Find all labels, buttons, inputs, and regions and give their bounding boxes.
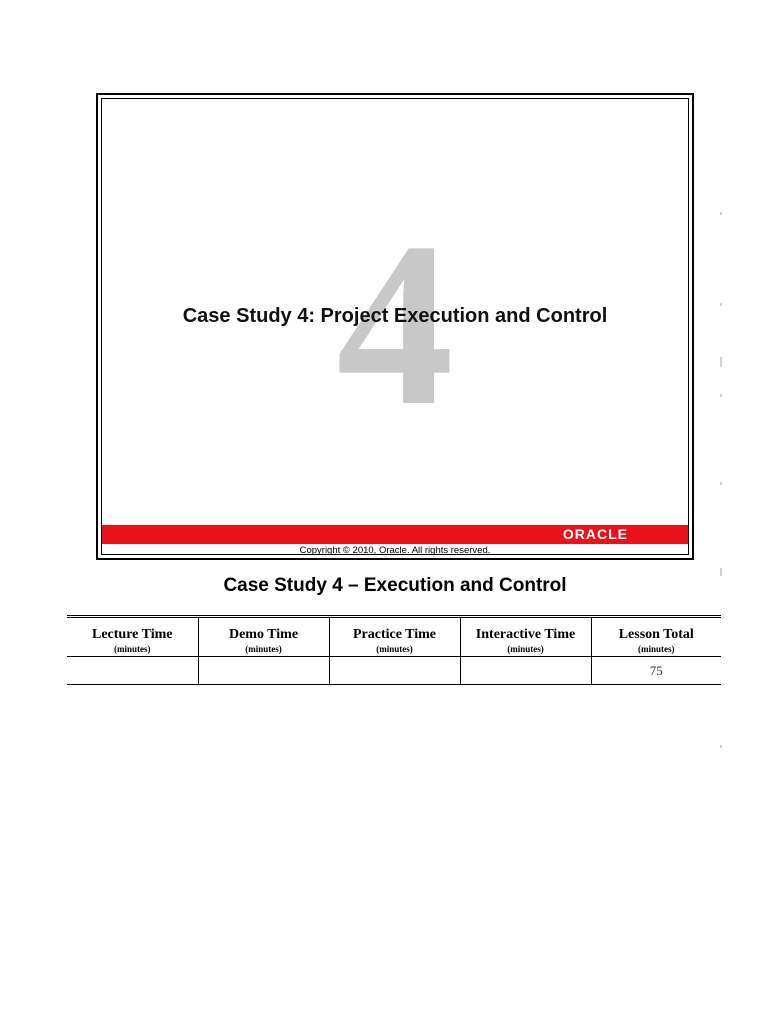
- table-row: [67, 657, 721, 685]
- column-label: Interactive Time: [475, 627, 576, 642]
- column-unit: (minutes): [376, 644, 413, 654]
- page-edge-mark: [720, 745, 722, 748]
- lesson-number: 4: [336, 194, 454, 454]
- column-label: Demo Time: [228, 627, 299, 642]
- header-cell-demo: [198, 617, 329, 657]
- page-edge-mark: [720, 212, 722, 215]
- brand-bar: [102, 525, 688, 544]
- column-label: Lecture Time: [92, 627, 173, 642]
- value-cell-total: 75: [591, 657, 721, 685]
- table-header-row: [67, 617, 721, 657]
- column-label: Lesson Total: [618, 627, 694, 642]
- value-cell-lecture: [67, 657, 198, 685]
- lesson-time-table: [67, 615, 721, 685]
- value-cell-practice: [329, 657, 460, 685]
- slide-title: Case Study 4: Project Execution and Control: [182, 305, 608, 327]
- page-edge-mark: [720, 394, 722, 397]
- page-edge-mark: [720, 482, 722, 485]
- column-unit: (minutes): [114, 644, 151, 654]
- oracle-logo: ORACLE: [562, 526, 628, 542]
- copyright-notice: Copyright © 2010, Oracle. All rights reserved.: [299, 545, 491, 555]
- section-heading: Case Study 4 – Execution and Control: [223, 575, 567, 596]
- column-label: Practice Time: [352, 627, 437, 642]
- column-unit: (minutes): [507, 644, 544, 654]
- header-cell-total: [591, 617, 721, 657]
- page-edge-mark: [720, 357, 722, 367]
- value-cell-interactive: [460, 657, 591, 685]
- column-unit: (minutes): [245, 644, 282, 654]
- slide-content: [101, 98, 689, 555]
- page-edge-mark: [720, 303, 722, 306]
- slide-frame: [96, 93, 694, 560]
- header-cell-lecture: [67, 617, 198, 657]
- column-unit: (minutes): [638, 644, 675, 654]
- header-cell-practice: [329, 617, 460, 657]
- header-cell-interactive: [460, 617, 591, 657]
- value-cell-demo: [198, 657, 329, 685]
- page-edge-mark: [720, 568, 722, 576]
